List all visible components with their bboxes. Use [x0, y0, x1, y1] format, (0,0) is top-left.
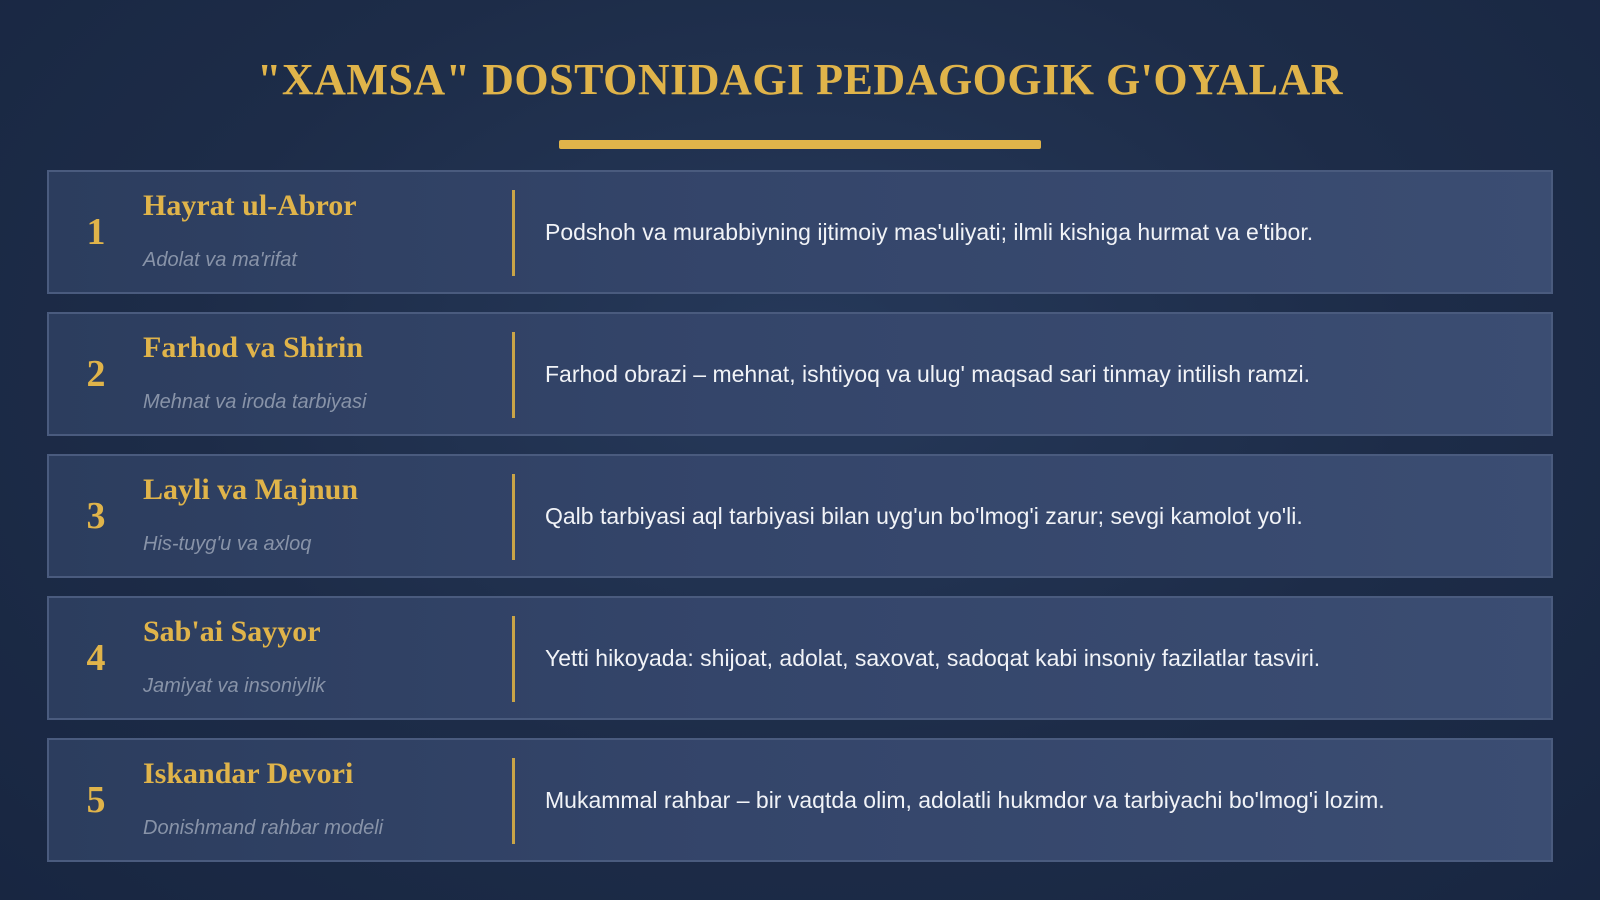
- item-subtitle: Donishmand rahbar modeli: [143, 817, 384, 839]
- item-divider: [512, 474, 515, 560]
- item-divider: [512, 332, 515, 418]
- item-subtitle: Mehnat va iroda tarbiyasi: [143, 391, 367, 413]
- item-title: Sab'ai Sayyor: [143, 615, 321, 648]
- item-divider: [512, 190, 515, 276]
- item-title: Farhod va Shirin: [143, 331, 364, 364]
- item-description: Qalb tarbiyasi aql tarbiyasi bilan uyg'un bo'lmog'i zarur; sevgi kamolot yo'li.: [545, 503, 1303, 529]
- page-title: "XAMSA" DOSTONIDAGI PEDAGOGIK G'OYALAR: [256, 55, 1344, 104]
- title-underline: [559, 140, 1041, 149]
- item-subtitle: Adolat va ma'rifat: [143, 249, 297, 271]
- item-description: Podshoh va murabbiyning ijtimoiy mas'uliyati; ilmli kishiga hurmat va e'tibor.: [545, 219, 1314, 245]
- item-subtitle: Jamiyat va insoniylik: [143, 675, 326, 697]
- poem-list: [47, 170, 1553, 880]
- item-number: 1: [86, 211, 106, 253]
- item-subtitle: His-tuyg'u va axloq: [143, 533, 312, 555]
- list-item: [47, 170, 1553, 294]
- item-description: Farhod obrazi – mehnat, ishtiyoq va ulug' maqsad sari tinmay intilish ramzi.: [545, 361, 1311, 387]
- list-item: [47, 738, 1553, 862]
- item-description: Yetti hikoyada: shijoat, adolat, saxovat, sadoqat kabi insoniy fazilatlar tasviri.: [545, 645, 1321, 671]
- item-number: 2: [86, 353, 106, 395]
- item-divider: [512, 758, 515, 844]
- item-description: Mukammal rahbar – bir vaqtda olim, adolatli hukmdor va tarbiyachi bo'lmog'i lozim.: [545, 787, 1385, 813]
- list-item: [47, 596, 1553, 720]
- item-title: Hayrat ul-Abror: [143, 189, 357, 222]
- item-number: 5: [86, 779, 106, 821]
- list-item: [47, 312, 1553, 436]
- list-item: [47, 454, 1553, 578]
- item-number: 4: [86, 637, 106, 679]
- item-title: Iskandar Devori: [143, 757, 354, 790]
- item-number: 3: [86, 495, 106, 537]
- item-divider: [512, 616, 515, 702]
- item-title: Layli va Majnun: [143, 473, 359, 506]
